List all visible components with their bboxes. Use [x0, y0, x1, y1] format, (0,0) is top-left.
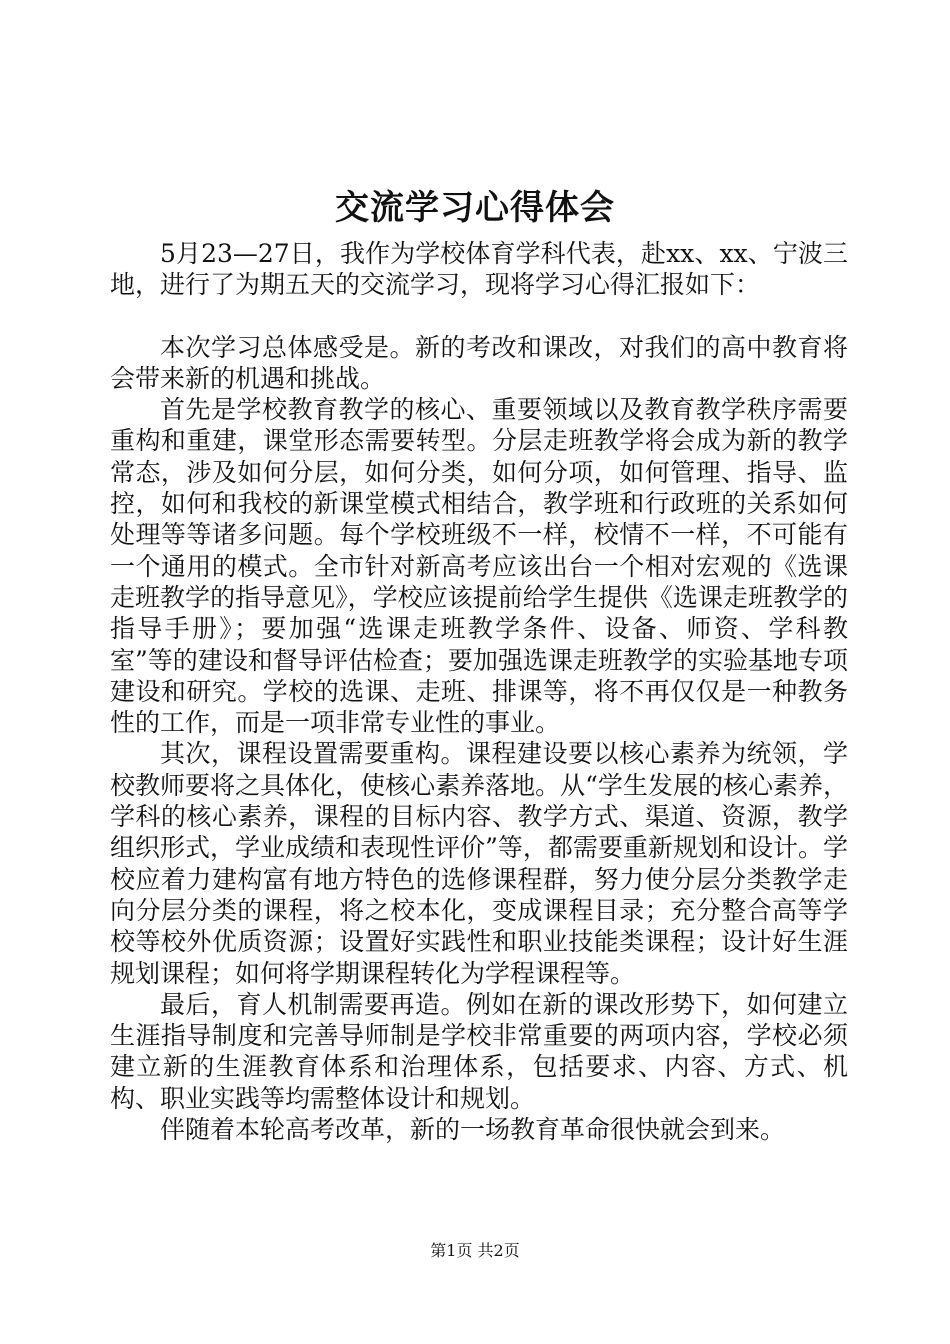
paragraph-third-point: 最后，育人机制需要再造。例如在新的课改形势下，如何建立生涯指导制度和完善导师制是学校非常重要的两项内容，学校必须建立新的生涯教育体系和治理体系，包括要求、内容、方式、机构、职业实践等均需整体设计和规划。 — [110, 989, 848, 1113]
paragraph-overall-feeling: 本次学习总体感受是。新的考改和课改，对我们的高中教育将会带来新的机遇和挑战。 — [110, 332, 848, 393]
document-title: 交流学习心得体会 — [335, 188, 615, 228]
paragraph-second-point: 其次，课程设置需要重构。课程建设要以核心素养为统领，学校教师要将之具体化，使核心素养落地。从“学生发展的核心素养，学科的核心素养，课程的目标内容、教学方式、渠道、资源，教学组织形式，学业成绩和表现性评价”等，都需要重新规划和设计。学校应着力建构富有地方特色的选修课程群，努力使分层分类教学走向分层分类的课程，将之校本化，变成课程目录；充分整合高等学校等校外优质资源；设置好实践性和职业技能类课程；设计好生涯规划课程；如何将学期课程转化为学程课程等。 — [110, 739, 848, 988]
document-body — [110, 238, 848, 1145]
paragraph-first-point: 首先是学校教育教学的核心、重要领域以及教育教学秩序需要重构和重建，课堂形态需要转型。分层走班教学将会成为新的教学常态，涉及如何分层，如何分类，如何分项，如何管理、指导、监控，如何和我校的新课堂模式相结合，教学班和行政班的关系如何处理等等诸多问题。每个学校班级不一样，校情不一样，不可能有一个通用的模式。全市针对新高考应该出台一个相对宏观的《选课走班教学的指导意见》，学校应该提前给学生提供《选课走班教学的指导手册》；要加强“选课走班教学条件、设备、师资、学科教室”等的建设和督导评估检查；要加强选课走班教学的实验基地专项建设和研究。学校的选课、走班、排课等，将不再仅仅是一种教务性的工作，而是一项非常专业性的事业。 — [110, 395, 848, 738]
page-number-footer: 第1页 共2页 — [430, 1241, 520, 1260]
paragraph-intro: 5月23—27日，我作为学校体育学科代表，赴xx、xx、宁波三地，进行了为期五天的交流学习，现将学习心得汇报如下： — [110, 239, 848, 300]
paragraph-conclusion: 伴随着本轮高考改革，新的一场教育革命很快就会到来。 — [160, 1115, 786, 1145]
